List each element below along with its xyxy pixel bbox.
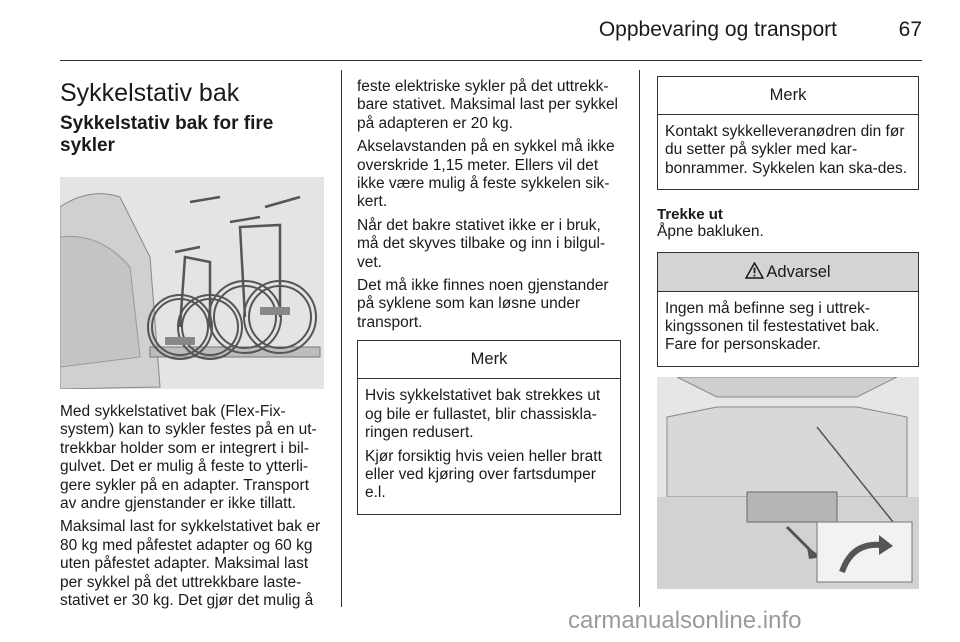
warning-title: Advarsel <box>766 262 831 281</box>
note-title: Merk <box>358 341 620 379</box>
warning-text: Ingen må befinne seg i uttrek-kingssonen til festestativet bak. Fare for personskader. <box>665 299 880 354</box>
note-text: Hvis sykkelstativet bak strekkes ut og bile er fullastet, blir chassiskla-ringen redusert. <box>365 387 601 442</box>
paragraph: Det må ikke finnes noen gjenstander på syklene som kan løsne under transport. <box>357 277 609 331</box>
column-2 <box>357 78 621 525</box>
warning-triangle-icon <box>745 262 764 279</box>
note-text: Kontakt sykkelleveranødren din før du setter på sykler med kar-bonrammer. Sykkelen kan ska-des. <box>665 123 908 177</box>
note-text: Kjør forsiktig hvis veien heller bratt eller ved kjøring over fartsdumper e.l. <box>365 447 602 502</box>
column-1 <box>60 70 324 615</box>
procedure-step: Åpne bakluken. <box>657 223 764 241</box>
page-header <box>60 0 922 61</box>
procedure-heading: Trekke ut <box>657 206 723 224</box>
section-title: Oppbevaring og transport <box>598 18 837 41</box>
load-paragraph: Maksimal last for sykkelstativet bak er 80 kg med påfestet adapter og 60 kg uten påfestet adapter. Maksimal last per sykkel på det uttrekkbare laste-stativet er 30 kg. Det gjør det mulig å <box>60 518 321 610</box>
watermark: carmanualsonline.info <box>568 607 802 634</box>
note-box <box>657 76 919 190</box>
bike-rack-drawing <box>60 177 324 389</box>
note-box <box>357 340 621 514</box>
column-3 <box>657 76 919 589</box>
section-subheading: Sykkelstativ bak for fire sykler <box>60 113 274 156</box>
paragraph: feste elektriske sykler på det uttrekk-bare stativet. Maksimal last per sykkel på adapteren er 20 kg. <box>357 78 619 132</box>
intro-paragraph: Med sykkelstativet bak (Flex-Fix-system) kan to sykler festes på en ut-trekkbar holder som er integrert i bil-gulvet. Det er mulig å feste to ytterli-gere sykler på en adapter. Transport av andre gjenstander er ikke tillatt. <box>60 403 317 513</box>
tailgate-drawing <box>657 377 919 589</box>
column-divider <box>341 70 342 607</box>
bike-rack-illustration <box>60 177 324 389</box>
paragraph: Akselavstanden på en sykkel må ikke overskride 1,15 meter. Ellers vil det ikke være mulig å feste sykkelen sik-kert. <box>357 138 615 211</box>
warning-header <box>658 253 918 292</box>
page-number: 67 <box>898 18 922 41</box>
warning-box <box>657 252 919 367</box>
section-heading: Sykkelstativ bak <box>60 79 240 107</box>
tailgate-illustration <box>657 377 919 589</box>
column-divider <box>639 70 640 607</box>
note-title: Merk <box>658 77 918 115</box>
paragraph: Når det bakre stativet ikke er i bruk, må det skyves tilbake og inn i bilgul-vet. <box>357 216 606 271</box>
